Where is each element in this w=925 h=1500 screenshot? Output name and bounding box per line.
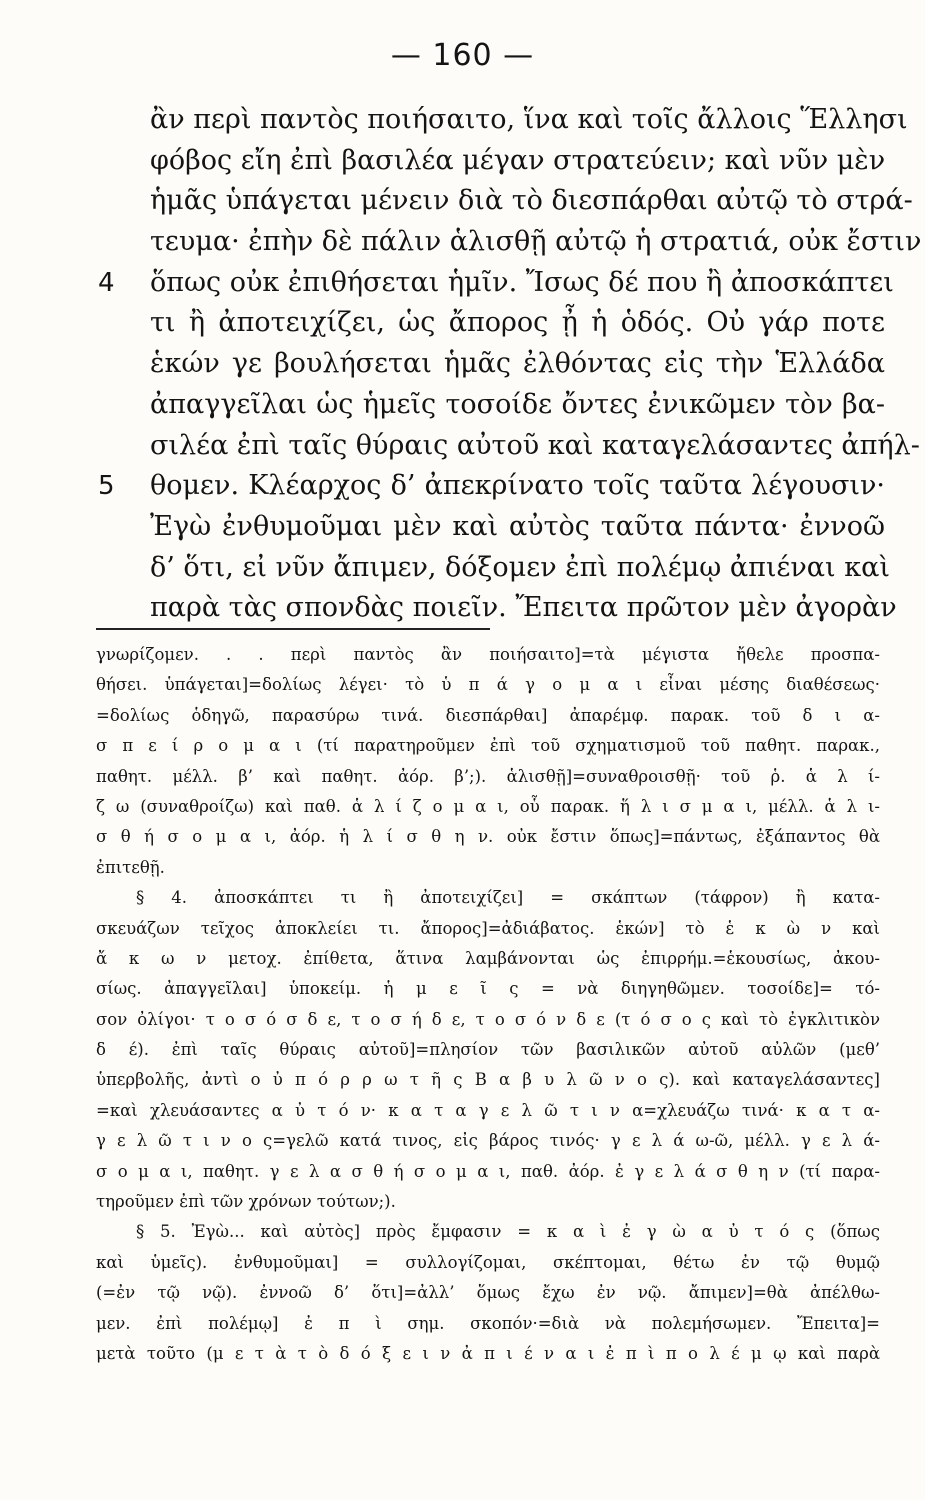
main-line-text: Ἐγὼ ἐνθυμοῦμαι μὲν καὶ αὐτὸς ταῦτα πάντα· ἐννοῶ xyxy=(150,510,885,542)
note-line: γ ε λ ῶ τ ι ν ο ς=γελῶ κατά τινος, εἰς βάρος τινός· γ ε λ ά ω-ῶ, μέλλ. γ ε λ ά- xyxy=(96,1131,880,1151)
main-line xyxy=(150,100,908,141)
footnote-divider xyxy=(96,628,490,630)
main-line xyxy=(150,181,913,222)
section-number: 4 xyxy=(98,267,115,298)
main-line xyxy=(150,385,885,426)
main-line-text: τευμα· ἐπὴν δὲ πάλιν ἁλισθῇ αὐτῷ ἡ στρατιά, οὐκ ἔστιν xyxy=(150,226,922,258)
note-line: ἄ κ ω ν μετοχ. ἐπίθετα, ἅτινα λαμβάνονται ὡς ἐπιρρήμ.=ἑκουσίως, ἀκου- xyxy=(96,948,880,968)
main-line-text: φόβος εἴη ἐπὶ βασιλέα μέγαν στρατεύειν; καὶ νῦν μὲν xyxy=(150,144,886,176)
main-line-text: ἑκών γε βουλήσεται ἡμᾶς ἐλθόντας εἰς τὴν Ἑλλάδα xyxy=(150,348,885,380)
note-line: μεν. ἐπὶ πολέμῳ] ἐ π ὶ σημ. σκοπόν·=διὰ νὰ πολεμήσωμεν. Ἔπειτα]= xyxy=(96,1313,880,1333)
main-line-text: ἀπαγγεῖλαι ὡς ἡμεῖς τοσοίδε ὄντες ἐνικῶμεν τὸν βα- xyxy=(150,388,885,420)
note-line: σκευάζων τεῖχος ἀποκλείει τι. ἄπορος]=ἀδιάβατος. ἑκών] τὸ ἑ κ ὼ ν καὶ xyxy=(96,918,880,938)
main-line xyxy=(150,141,885,182)
note-line: σ θ ή σ ο μ α ι, ἀόρ. ἡ λ ί σ θ η ν. οὐκ ἔστιν ὅπως]=πάντως, ἐξάπαντος θὰ xyxy=(96,827,880,847)
note-line: σ π ε ί ρ ο μ α ι (τί παρατηροῦμεν ἐπὶ τοῦ σχηματισμοῦ τοῦ παθητ. παρακ., xyxy=(96,736,880,756)
main-line xyxy=(150,588,897,629)
main-line xyxy=(150,344,885,385)
note-line: τηροῦμεν ἐπὶ τῶν χρόνων τούτων;). xyxy=(96,1192,396,1212)
main-line xyxy=(150,222,922,263)
main-line-text: δ’ ὅτι, εἰ νῦν ἄπιμεν, δόξομεν ἐπὶ πολέμῳ ἀπιέναι καὶ xyxy=(150,551,890,583)
note-line: γνωρίζομεν. . . περὶ παντὸς ἂν ποιήσαιτο]=τὰ μέγιστα ἤθελε προσπα- xyxy=(96,645,880,664)
note-line: =δολίως ὁδηγῶ, παρασύρω τινά. διεσπάρθαι] ἀπαρέμφ. παρακ. τοῦ δ ι α- xyxy=(96,705,880,725)
note-line: =καὶ χλευάσαντες α ὐ τ ό ν· κ α τ α γ ε λ ῶ τ ι ν α=χλευάζω τινά· κ α τ α- xyxy=(96,1100,880,1120)
main-line-text: ἂν περὶ παντὸς ποιήσαιτο, ἵνα καὶ τοῖς ἄλλοις Ἕλλησι xyxy=(150,104,908,135)
main-line xyxy=(98,466,885,507)
section-number: 5 xyxy=(98,471,115,502)
note-line: μετὰ τοῦτο (μ ε τ ὰ τ ὸ δ ό ξ ε ι ν ἀ π ι έ ν α ι ἐ π ὶ π ο λ έ μ ῳ καὶ παρὰ xyxy=(96,1343,880,1363)
main-line-text: ἡμᾶς ὑπάγεται μένειν διὰ τὸ διεσπάρθαι αὐτῷ τὸ στρά- xyxy=(150,185,913,217)
main-text xyxy=(98,100,922,629)
main-line xyxy=(150,507,885,548)
note-line: θήσει. ὑπάγεται]=δολίως λέγει· τὸ ὑ π ά γ ο μ α ι εἶναι μέσης διαθέσεως· xyxy=(96,675,880,695)
note-line: σον ὀλίγοι· τ ο σ ό σ δ ε, τ ο σ ή δ ε, τ ο σ ό ν δ ε (τ ό σ ο ς καὶ τὸ ἐγκλιτικὸν xyxy=(96,1009,880,1029)
main-line xyxy=(150,426,920,467)
page-number: — 160 — xyxy=(390,38,535,73)
note-line: ἐπιτεθῇ. xyxy=(96,857,165,877)
main-line-text: θομεν. Κλέαρχος δ’ ἀπεκρίνατο τοῖς ταῦτα λέγουσιν· xyxy=(150,470,885,502)
main-line xyxy=(150,303,885,344)
note-line: ὑπερβολῆς, ἀντὶ ο ὐ π ό ρ ρ ω τ ῆ ς Β α β υ λ ῶ ν ο ς). καὶ καταγελάσαντες] xyxy=(96,1070,880,1090)
note-line: καὶ ὑμεῖς). ἐνθυμοῦμαι] = συλλογίζομαι, σκέπτομαι, θέτω ἐν τῷ θυμῷ xyxy=(96,1252,880,1272)
main-line xyxy=(150,548,890,589)
note-line: (=ἐν τῷ νῷ). ἐννοῶ δ’ ὅτι]=ἀλλ’ ὅμως ἔχω ἐν νῷ. ἄπιμεν]=θὰ ἀπέλθω- xyxy=(96,1283,880,1303)
note-line: σίως. ἀπαγγεῖλαι] ὑποκείμ. ἡ μ ε ῖ ς = νὰ διηγηθῶμεν. τοσοίδε]= τό- xyxy=(96,979,880,999)
note-line: δ έ). ἐπὶ ταῖς θύραις αὐτοῦ]=πλησίον τῶν βασιλικῶν αὐτοῦ αὐλῶν (μεθ’ xyxy=(96,1040,880,1060)
note-line: σ ο μ α ι, παθητ. γ ε λ α σ θ ή σ ο μ α ι, παθ. ἀόρ. ἐ γ ε λ ά σ θ η ν (τί παρα- xyxy=(96,1161,880,1181)
main-line-text: ὅπως οὐκ ἐπιθήσεται ἡμῖν. Ἴσως δέ που ἢ ἀποσκάπτει xyxy=(150,266,894,298)
note-line: § 4. ἀποσκάπτει τι ἢ ἀποτειχίζει] = σκάπτων (τάφρον) ἢ κατα- xyxy=(136,888,880,908)
note-line: ζ ω (συναθροίζω) καὶ παθ. ἁ λ ί ζ ο μ α ι, οὗ παρακ. ἥ λ ι σ μ α ι, μέλλ. ἁ λ ι- xyxy=(96,796,880,816)
main-line xyxy=(98,263,894,304)
note-line: παθητ. μέλλ. β’ καὶ παθητ. ἀόρ. β’;). ἁλισθῇ]=συναθροισθῇ· τοῦ ῥ. ἁ λ ί- xyxy=(96,766,880,786)
commentary-notes xyxy=(96,640,880,1369)
note-line: § 5. Ἐγὼ... καὶ αὐτὸς] πρὸς ἔμφασιν = κ α ὶ ἐ γ ὼ α ὐ τ ό ς (ὅπως xyxy=(136,1222,880,1242)
main-line-text: παρὰ τὰς σπονδὰς ποιεῖν. Ἔπειτα πρῶτον μὲν ἀγορὰν xyxy=(150,592,897,624)
main-line-text: σιλέα ἐπὶ ταῖς θύραις αὐτοῦ καὶ καταγελάσαντες ἀπήλ- xyxy=(150,429,920,461)
main-line-text: τι ἢ ἀποτειχίζει, ὡς ἄπορος ᾖ ἡ ὁδός. Οὐ γάρ ποτε xyxy=(150,307,885,339)
